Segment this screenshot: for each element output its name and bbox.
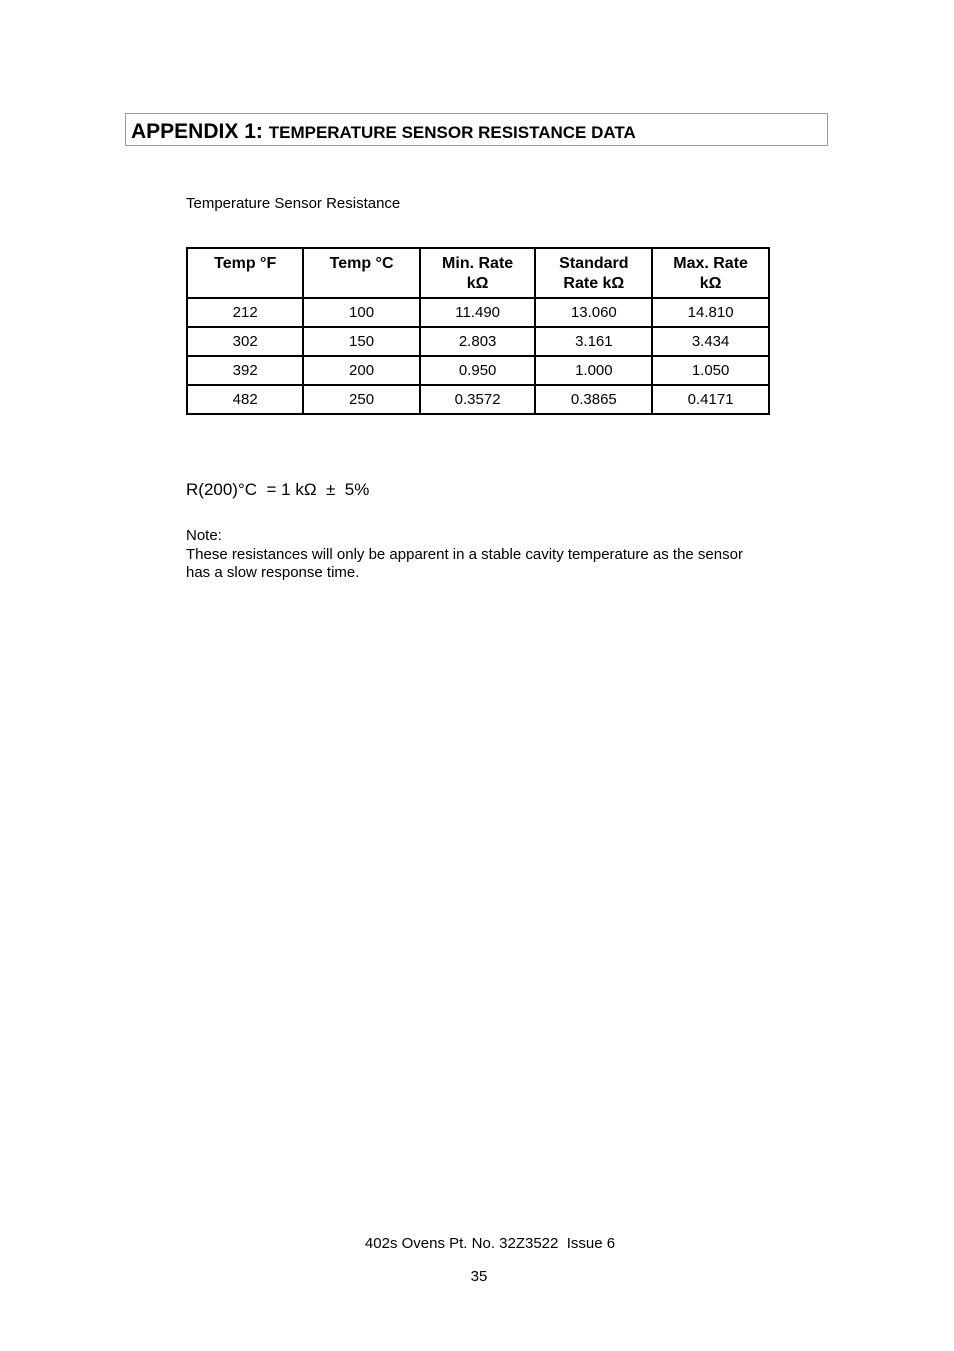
cell-max-rate: 14.810 [652,298,769,327]
header-min-rate [420,248,536,298]
cell-standard-rate: 1.000 [535,356,652,385]
page-number: 35 [470,1268,488,1285]
cell-max-rate: 3.434 [652,327,769,356]
cell-standard-rate: 3.161 [535,327,652,356]
table-row [187,385,769,414]
note-text: These resistances will only be apparent in a stable cavity temperature as the sensor has a slow response time. [186,546,743,581]
appendix-heading-box [125,113,828,146]
cell-temp-f: 392 [187,356,303,385]
footer-document-id: 402s Ovens Pt. No. 32Z3522 Issue 6 [364,1235,616,1252]
header-temp-f-label: Temp °F [214,255,277,272]
cell-temp-f: 212 [187,298,303,327]
appendix-prefix: APPENDIX 1: [131,120,263,143]
cell-min-rate: 2.803 [420,327,536,356]
resistance-formula: R(200)°C = 1 kΩ ± 5% [186,480,370,499]
cell-temp-c: 100 [303,298,419,327]
header-standard-rate-label: Standard Rate kΩ [559,255,629,292]
cell-temp-f: 302 [187,327,303,356]
resistance-table [186,247,770,415]
appendix-heading [131,120,636,144]
cell-min-rate: 0.3572 [420,385,536,414]
cell-max-rate: 1.050 [652,356,769,385]
note-label: Note: [186,527,222,544]
header-min-rate-label: Min. Rate kΩ [442,255,514,292]
cell-min-rate: 11.490 [420,298,536,327]
header-max-rate [652,248,769,298]
table-header-row [187,248,769,298]
header-temp-f [187,248,303,298]
cell-min-rate: 0.950 [420,356,536,385]
header-standard-rate [535,248,652,298]
cell-standard-rate: 0.3865 [535,385,652,414]
cell-temp-c: 150 [303,327,419,356]
table-row [187,298,769,327]
cell-max-rate: 0.4171 [652,385,769,414]
table-row [187,327,769,356]
table-row [187,356,769,385]
cell-standard-rate: 13.060 [535,298,652,327]
cell-temp-c: 200 [303,356,419,385]
header-max-rate-label: Max. Rate kΩ [673,255,748,292]
cell-temp-c: 250 [303,385,419,414]
header-temp-c-label: Temp °C [329,255,394,272]
cell-temp-f: 482 [187,385,303,414]
header-temp-c [303,248,419,298]
table-caption: Temperature Sensor Resistance [186,195,401,212]
appendix-title: TEMPERATURE SENSOR RESISTANCE DATA [268,123,636,142]
